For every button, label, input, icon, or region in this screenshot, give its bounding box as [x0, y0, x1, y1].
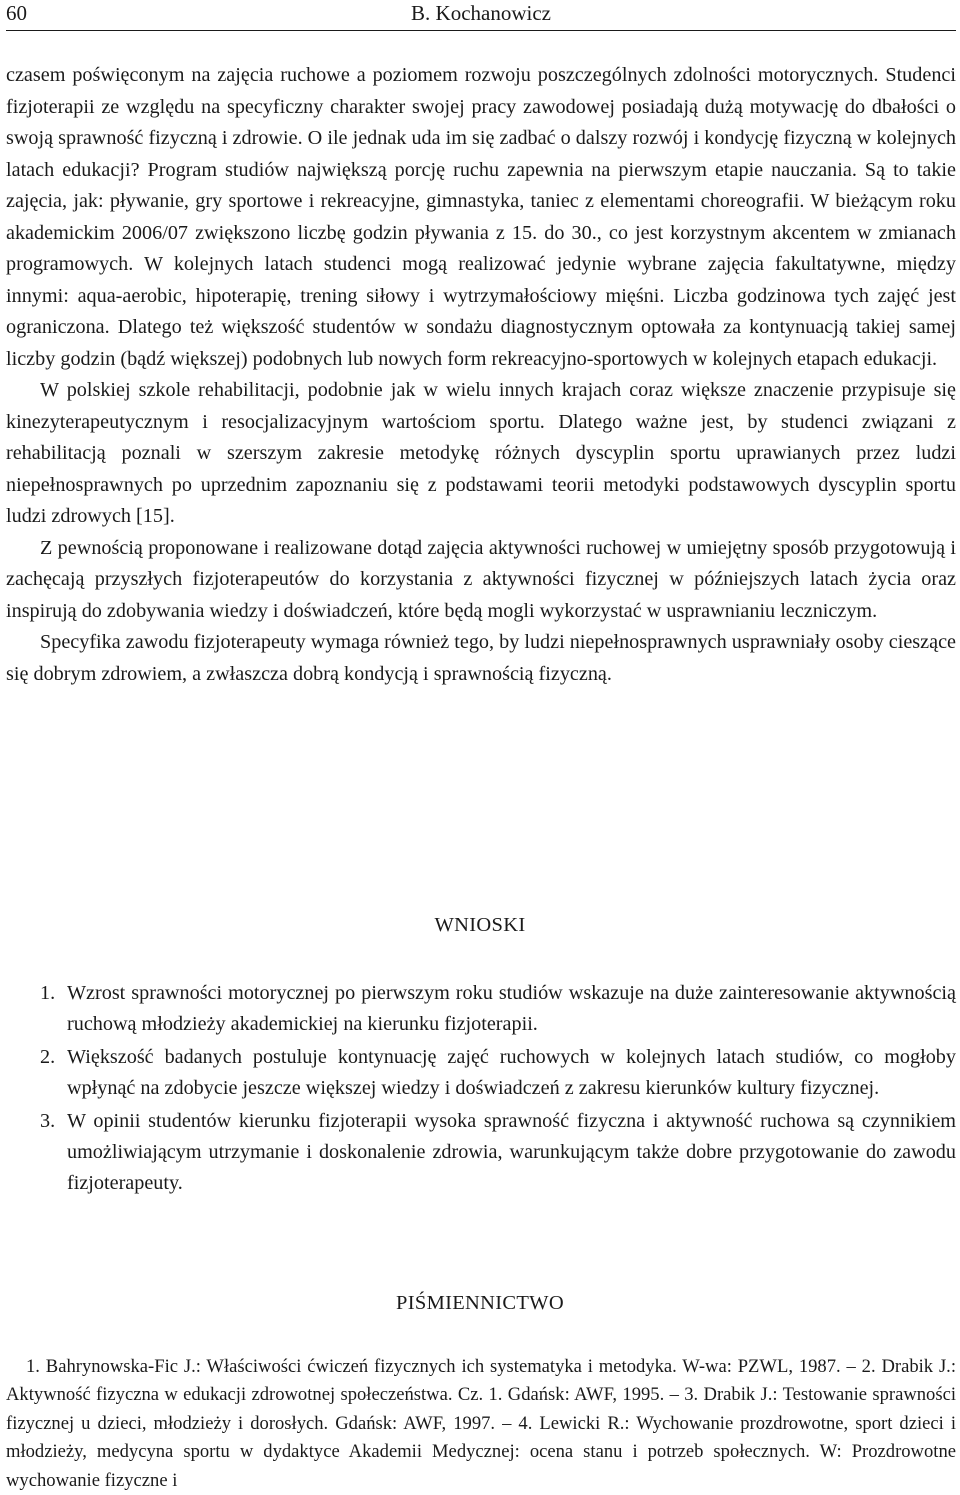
paragraph-3: Z pewnością proponowane i realizowane dotąd zajęcia aktywności ruchowej w umiejętny sposób przygotowują i zachęcają przyszłych fizjoterapeutów do korzystania z aktywności fizycznej w późniejszych latach życia oraz inspirują do zdobywania wiedzy i doświadczeń, które będą mogli wykorzystać w usprawnianiu leczniczym.	[6, 536, 956, 622]
paragraph-4: Specyfika zawodu fizjoterapeuty wymaga również tego, by ludzi niepełnosprawnych usprawniały osoby cieszące się dobrym zdrowiem, a zwłaszcza dobrą kondycją i sprawnością fizyczną.	[6, 631, 956, 685]
conclusion-text: Wzrost sprawności motorycznej po pierwszym roku studiów wskazuje na duże zainteresowanie aktywnością ruchową młodzieży akademickiej na kierunku fizjoterapii.	[67, 982, 956, 1035]
conclusions-heading: WNIOSKI	[434, 914, 526, 936]
conclusion-number: 1.	[40, 982, 56, 1004]
references-text: 1. Bahrynowska-Fic J.: Właściwości ćwiczeń fizycznych ich systematyka i metodyka. W-wa: PZWL, 1987. – 2. Drabik J.: Aktywność fizyczna w edukacji zdrowotnej społeczeństwa. Cz. 1. Gdańsk: AWF, 1995. – 3. Drabik J.: Testowanie sprawności fizycznej u dzieci, młodzieży i dorosłych. Gdańsk: AWF, 1997. – 4. Lewicki R.: Wychowanie prozdrowotne, sport dzieci i młodzieży, medycyna sportu w dydaktyce Akademii Medycznej: ocena stanu i potrzeb społecznych. W: Prozdrowotne wychowanie fizyczne i	[6, 1356, 956, 1491]
conclusion-item	[40, 1106, 956, 1199]
conclusions-list	[40, 978, 956, 1201]
running-head-author: B. Kochanowicz	[411, 1, 551, 25]
conclusion-text: W opinii studentów kierunku fizjoterapii wysoka sprawność fizyczna i aktywność ruchowa są czynnikiem umożliwiającym utrzymanie i doskonalenie zdrowia, warunkującym także dobre przygotowanie do zawodu fizjoterapeuty.	[67, 1110, 956, 1194]
running-head	[6, 0, 956, 31]
conclusion-item	[40, 978, 956, 1040]
references-heading: PIŚMIENNICTWO	[396, 1292, 564, 1314]
conclusion-text: Większość badanych postuluje kontynuację zajęć ruchowych w kolejnych latach studiów, co mogłoby wpłynąć na zdobycie jeszcze większej wiedzy i doświadczeń z zakresu kierunków kultury fizycznej.	[67, 1046, 956, 1099]
conclusion-number: 3.	[40, 1110, 56, 1132]
conclusion-number: 2.	[40, 1046, 56, 1068]
paragraph-2: W polskiej szkole rehabilitacji, podobnie jak w wielu innych krajach coraz większe znaczenie przypisuje się kinezyterapeutycznym i resocjalizacyjnym wartościom sportu. Dlatego ważne jest, by studenci związani z rehabilitacją poznali w szerszym zakresie metodykę różnych dyscyplin sportu uprawianych przez ludzi niepełnosprawnych po uprzednim zapoznaniu się z podstawami teorii metodyki podstawowych dyscyplin sportu ludzi zdrowych [15].	[6, 379, 956, 527]
page-number: 60	[6, 1, 27, 25]
paragraph-1: czasem poświęconym na zajęcia ruchowe a poziomem rozwoju poszczególnych zdolności motorycznych. Studenci fizjoterapii ze względu na specyficzny charakter swojej pracy zawodowej posiadają dużą motywację do dbałości o swoją sprawność fizyczną i zdrowie. O ile jednak uda im się zadbać o dalszy rozwój i kondycję fizyczną w kolejnych latach edukacji? Program studiów największą porcję ruchu zapewnia na pierwszym etapie nauczania. Są to takie zajęcia, jak: pływanie, gry sportowe i rekreacyjne, gimnastyka, taniec z elementami choreografii. W bieżącym roku akademickim 2006/07 zwiększono liczbę godzin pływania z 15. do 30., co jest korzystnym akcentem w zmianach programowych. W kolejnych latach studenci mogą realizować jedynie wybrane zajęcia fakultatywne, między innymi: aqua-aerobic, hipoterapię, trening siłowy i wytrzymałościowy mięśni. Liczba godzinowa tych zajęć jest ograniczona. Dlatego też większość studentów w sondażu diagnostycznym optowała za kontynuacją takiej samej liczby godzin (bądź większej) podobnych lub nowych form rekreacyjno-sportowych w kolejnych etapach edukacji.	[6, 64, 956, 370]
conclusion-item	[40, 1042, 956, 1104]
body-text	[6, 60, 956, 690]
